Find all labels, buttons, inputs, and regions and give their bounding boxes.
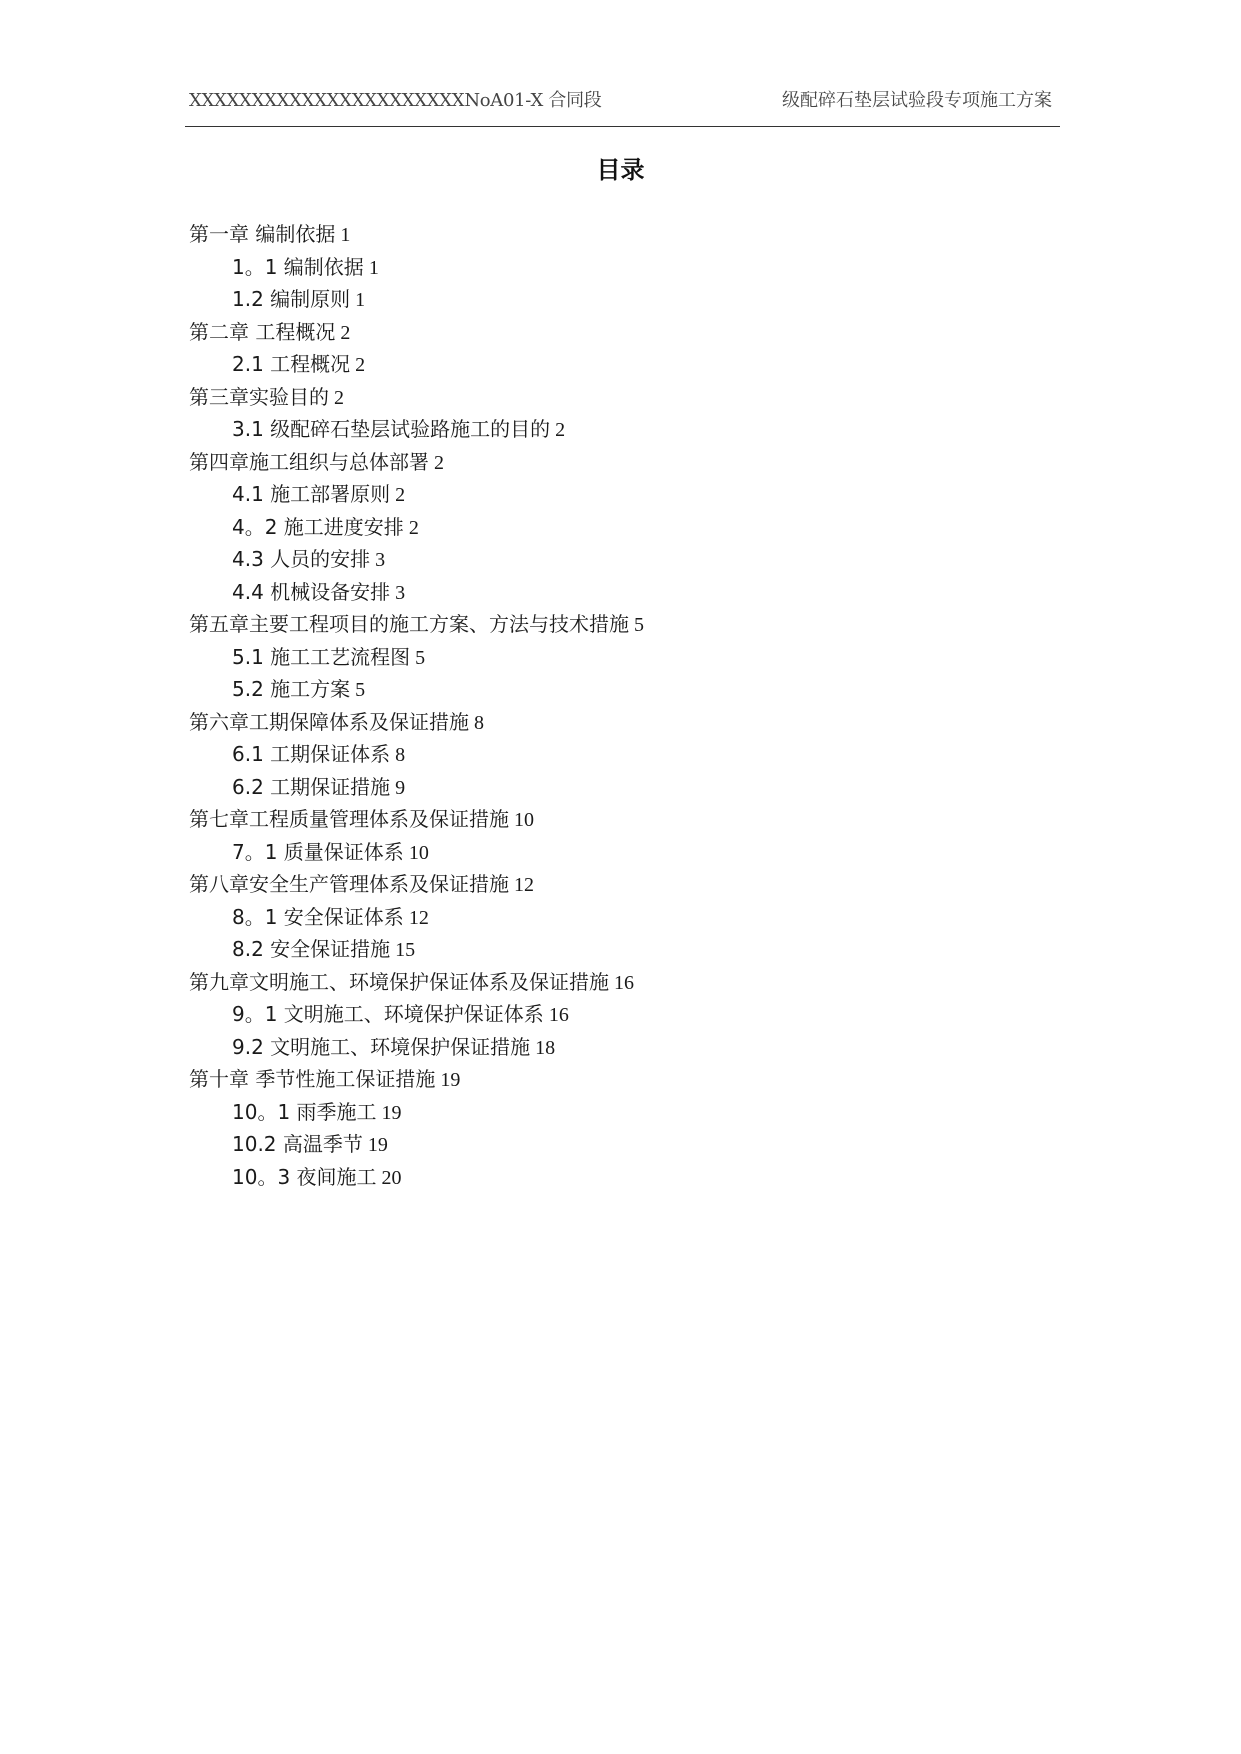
table-of-contents bbox=[189, 218, 644, 1193]
toc-page-number: 8 bbox=[474, 711, 484, 734]
toc-entry-label: 第一章 编制依据 bbox=[189, 222, 336, 246]
toc-entry-label: 第九章文明施工、环境保护保证体系及保证措施 bbox=[189, 969, 609, 994]
toc-entry-label: 10。1 雨季施工 bbox=[232, 1099, 377, 1124]
toc-section-entry[interactable] bbox=[189, 933, 644, 966]
toc-page-number: 1 bbox=[340, 224, 351, 246]
toc-chapter-entry[interactable] bbox=[189, 446, 644, 479]
toc-entry-label: 第五章主要工程项目的施工方案、方法与技术措施 bbox=[189, 612, 629, 636]
toc-section-entry[interactable] bbox=[189, 998, 644, 1031]
toc-section-entry[interactable] bbox=[189, 738, 644, 771]
toc-entry-label: 1.2 编制原则 bbox=[232, 287, 351, 311]
toc-page-number: 10 bbox=[514, 809, 534, 831]
toc-entry-label: 2.1 工程概况 bbox=[232, 352, 351, 376]
toc-page-number: 16 bbox=[614, 971, 634, 994]
toc-section-entry[interactable] bbox=[189, 1096, 644, 1129]
toc-entry-label: 8.2 安全保证措施 bbox=[232, 937, 391, 961]
toc-title: 目录 bbox=[596, 156, 645, 184]
toc-entry-label: 6.1 工期保证体系 bbox=[232, 742, 391, 766]
toc-section-entry[interactable] bbox=[189, 283, 644, 316]
toc-page-number: 1 bbox=[368, 256, 379, 279]
toc-section-entry[interactable] bbox=[189, 478, 644, 511]
toc-entry-label: 3.1 级配碎石垫层试验路施工的目的 bbox=[232, 417, 551, 441]
toc-entry-label: 4。2 施工进度安排 bbox=[232, 514, 404, 539]
toc-chapter-entry[interactable] bbox=[189, 608, 644, 641]
toc-chapter-entry[interactable] bbox=[189, 1063, 644, 1096]
toc-entry-label: 第六章工期保障体系及保证措施 bbox=[189, 709, 469, 734]
toc-page-number: 1 bbox=[355, 289, 366, 311]
toc-page-number: 2 bbox=[434, 451, 444, 474]
toc-chapter-entry[interactable] bbox=[189, 966, 644, 999]
toc-page-number: 10 bbox=[408, 841, 429, 864]
toc-section-entry[interactable] bbox=[189, 1031, 644, 1064]
toc-section-entry[interactable] bbox=[189, 1128, 644, 1161]
toc-entry-label: 10.2 高温季节 bbox=[232, 1132, 363, 1156]
toc-chapter-entry[interactable] bbox=[189, 706, 644, 739]
toc-page-number: 5 bbox=[415, 646, 426, 669]
toc-page-number: 3 bbox=[375, 549, 386, 571]
toc-entry-label: 8。1 安全保证体系 bbox=[232, 904, 404, 929]
toc-entry-label: 第十章 季节性施工保证措施 bbox=[189, 1067, 436, 1091]
toc-page-number: 19 bbox=[367, 1134, 388, 1156]
toc-entry-label: 4.1 施工部署原则 bbox=[232, 482, 391, 506]
toc-section-entry[interactable] bbox=[189, 251, 644, 284]
toc-entry-label: 4.3 人员的安排 bbox=[232, 547, 371, 571]
toc-chapter-entry[interactable] bbox=[189, 381, 644, 414]
toc-section-entry[interactable] bbox=[189, 901, 644, 934]
toc-entry-label: 第七章工程质量管理体系及保证措施 bbox=[189, 807, 509, 831]
toc-entry-label: 第八章安全生产管理体系及保证措施 bbox=[189, 872, 509, 896]
toc-section-entry[interactable] bbox=[189, 1161, 644, 1194]
toc-page-number: 16 bbox=[548, 1004, 569, 1026]
toc-entry-label: 7。1 质量保证体系 bbox=[232, 839, 404, 864]
toc-entry-label: 5.1 施工工艺流程图 bbox=[232, 644, 411, 669]
toc-chapter-entry[interactable] bbox=[189, 218, 644, 251]
toc-page-number: 19 bbox=[440, 1069, 461, 1091]
toc-page-number: 12 bbox=[514, 874, 534, 896]
page-header bbox=[185, 86, 1060, 127]
toc-entry-label: 第三章实验目的 bbox=[189, 384, 329, 409]
header-contract-section: XXXXXXXXXXXXXXXXXXXXXXNoA01-X 合同段 bbox=[189, 90, 602, 111]
toc-chapter-entry[interactable] bbox=[189, 803, 644, 836]
toc-section-entry[interactable] bbox=[189, 348, 644, 381]
header-document-title: 级配碎石垫层试验段专项施工方案 bbox=[782, 90, 1052, 111]
toc-entry-label: 10。3 夜间施工 bbox=[232, 1164, 377, 1189]
toc-entry-label: 第二章 工程概况 bbox=[189, 319, 336, 344]
toc-entry-label: 6.2 工期保证措施 bbox=[232, 774, 391, 799]
toc-entry-label: 5.2 施工方案 bbox=[232, 677, 351, 701]
toc-section-entry[interactable] bbox=[189, 413, 644, 446]
toc-page-number: 5 bbox=[634, 614, 644, 636]
toc-section-entry[interactable] bbox=[189, 641, 644, 674]
toc-page-number: 2 bbox=[340, 321, 351, 344]
toc-entry-label: 1。1 编制依据 bbox=[232, 254, 364, 279]
toc-chapter-entry[interactable] bbox=[189, 868, 644, 901]
toc-page-number: 2 bbox=[555, 419, 566, 441]
toc-page-number: 3 bbox=[395, 581, 406, 604]
toc-page-number: 9 bbox=[395, 776, 406, 799]
toc-page-number: 8 bbox=[395, 744, 406, 766]
toc-page-number: 2 bbox=[334, 386, 344, 409]
toc-entry-label: 9。1 文明施工、环境保护保证体系 bbox=[232, 1002, 544, 1026]
toc-page-number: 2 bbox=[408, 516, 419, 539]
toc-page-number: 20 bbox=[381, 1166, 402, 1189]
toc-page-number: 5 bbox=[355, 679, 366, 701]
toc-entry-label: 9.2 文明施工、环境保护保证措施 bbox=[232, 1034, 531, 1059]
toc-chapter-entry[interactable] bbox=[189, 316, 644, 349]
toc-section-entry[interactable] bbox=[189, 673, 644, 706]
toc-entry-label: 第四章施工组织与总体部署 bbox=[189, 449, 429, 474]
toc-page-number: 12 bbox=[408, 906, 429, 929]
toc-page-number: 2 bbox=[395, 484, 406, 506]
toc-section-entry[interactable] bbox=[189, 771, 644, 804]
toc-section-entry[interactable] bbox=[189, 576, 644, 609]
toc-section-entry[interactable] bbox=[189, 511, 644, 544]
toc-section-entry[interactable] bbox=[189, 543, 644, 576]
toc-page-number: 15 bbox=[395, 939, 416, 961]
toc-page-number: 2 bbox=[355, 354, 366, 376]
toc-page-number: 18 bbox=[535, 1036, 556, 1059]
toc-entry-label: 4.4 机械设备安排 bbox=[232, 579, 391, 604]
toc-section-entry[interactable] bbox=[189, 836, 644, 869]
toc-page-number: 19 bbox=[381, 1101, 402, 1124]
